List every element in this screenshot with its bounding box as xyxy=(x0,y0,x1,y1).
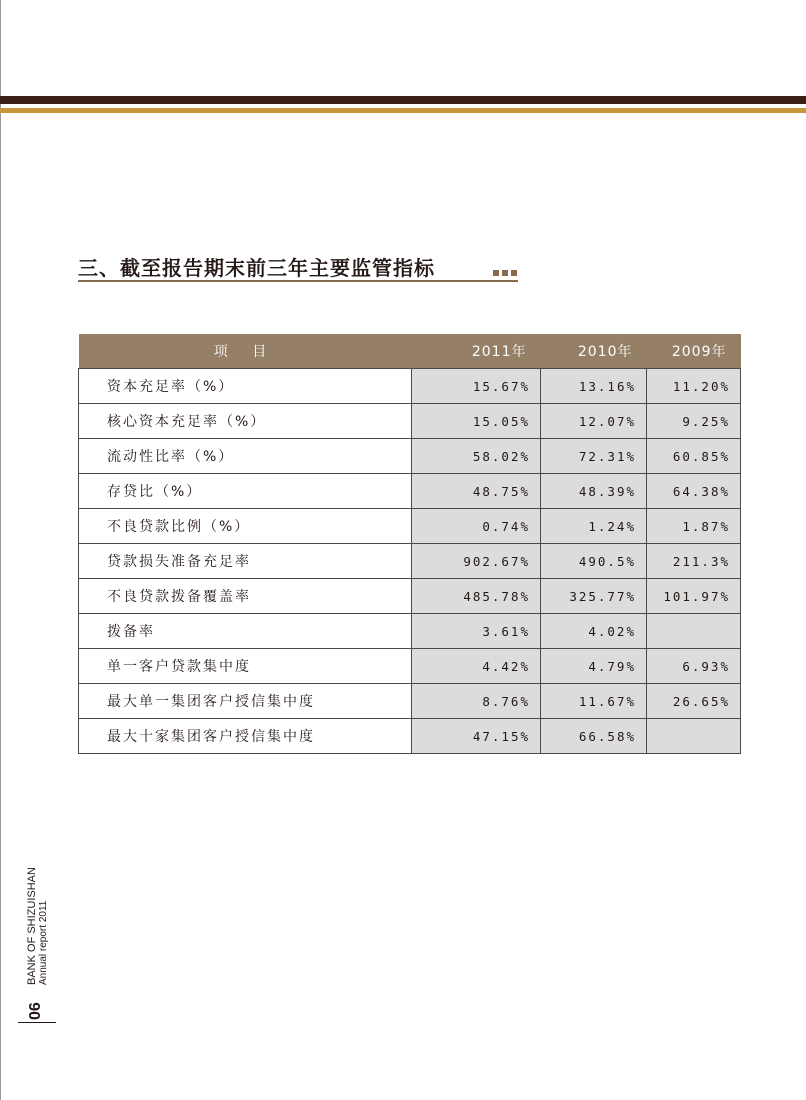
section-title: 三、截至报告期末前三年主要监管指标 xyxy=(78,256,435,280)
value-2010: 12.07% xyxy=(541,404,647,439)
page-number-rule xyxy=(18,1022,56,1023)
row-label: 贷款损失准备充足率 xyxy=(79,544,412,579)
value-2010: 13.16% xyxy=(541,369,647,404)
row-label: 最大单一集团客户授信集中度 xyxy=(79,684,412,719)
row-label: 资本充足率（%） xyxy=(79,369,412,404)
value-2010: 1.24% xyxy=(541,509,647,544)
title-dot xyxy=(511,270,517,276)
row-label: 不良贷款比例（%） xyxy=(79,509,412,544)
value-2009: 26.65% xyxy=(647,684,741,719)
value-2009: 64.38% xyxy=(647,474,741,509)
value-2009: 9.25% xyxy=(647,404,741,439)
value-2009: 211.3% xyxy=(647,544,741,579)
bank-name: BANK OF SHIZUISHAN xyxy=(26,867,38,985)
header-item: 项 目 xyxy=(79,334,412,369)
table-row xyxy=(79,509,741,544)
title-dots-ornament xyxy=(493,270,517,276)
table-row xyxy=(79,369,741,404)
header-band-gold xyxy=(0,108,806,113)
table-row xyxy=(79,474,741,509)
table-header-row xyxy=(79,334,741,369)
value-2010: 325.77% xyxy=(541,579,647,614)
value-2009 xyxy=(647,614,741,649)
header-year-2010: 2010年 xyxy=(541,334,647,369)
value-2009: 60.85% xyxy=(647,439,741,474)
row-label: 不良贷款拨备覆盖率 xyxy=(79,579,412,614)
table-row xyxy=(79,649,741,684)
header-year-2011: 2011年 xyxy=(412,334,541,369)
value-2010: 490.5% xyxy=(541,544,647,579)
value-2011: 0.74% xyxy=(412,509,541,544)
row-label: 流动性比率（%） xyxy=(79,439,412,474)
title-underline xyxy=(78,280,518,282)
page-number: 06 xyxy=(27,1002,44,1020)
table-row xyxy=(79,579,741,614)
value-2010: 4.02% xyxy=(541,614,647,649)
row-label: 最大十家集团客户授信集中度 xyxy=(79,719,412,754)
value-2010: 48.39% xyxy=(541,474,647,509)
value-2010: 72.31% xyxy=(541,439,647,474)
value-2011: 902.67% xyxy=(412,544,541,579)
value-2011: 58.02% xyxy=(412,439,541,474)
row-label: 存贷比（%） xyxy=(79,474,412,509)
page-frame-line xyxy=(0,0,1,1100)
value-2011: 485.78% xyxy=(412,579,541,614)
value-2010: 4.79% xyxy=(541,649,647,684)
regulatory-indicators-table xyxy=(78,334,741,754)
value-2009: 6.93% xyxy=(647,649,741,684)
value-2009: 1.87% xyxy=(647,509,741,544)
table-row xyxy=(79,614,741,649)
value-2011: 47.15% xyxy=(412,719,541,754)
value-2010: 11.67% xyxy=(541,684,647,719)
title-dot xyxy=(493,270,499,276)
table-row xyxy=(79,719,741,754)
value-2010: 66.58% xyxy=(541,719,647,754)
title-dot xyxy=(502,270,508,276)
header-band-dark xyxy=(0,96,806,104)
table-row xyxy=(79,684,741,719)
table-row xyxy=(79,404,741,439)
value-2011: 8.76% xyxy=(412,684,541,719)
row-label: 拨备率 xyxy=(79,614,412,649)
sidebar-caption xyxy=(26,867,49,985)
value-2009 xyxy=(647,719,741,754)
value-2011: 15.05% xyxy=(412,404,541,439)
header-year-2009: 2009年 xyxy=(647,334,741,369)
value-2009: 11.20% xyxy=(647,369,741,404)
value-2011: 15.67% xyxy=(412,369,541,404)
table-row xyxy=(79,439,741,474)
row-label: 单一客户贷款集中度 xyxy=(79,649,412,684)
report-subtitle: Annual report 2011 xyxy=(38,900,49,985)
value-2011: 3.61% xyxy=(412,614,541,649)
value-2009: 101.97% xyxy=(647,579,741,614)
row-label: 核心资本充足率（%） xyxy=(79,404,412,439)
value-2011: 4.42% xyxy=(412,649,541,684)
table-row xyxy=(79,544,741,579)
value-2011: 48.75% xyxy=(412,474,541,509)
